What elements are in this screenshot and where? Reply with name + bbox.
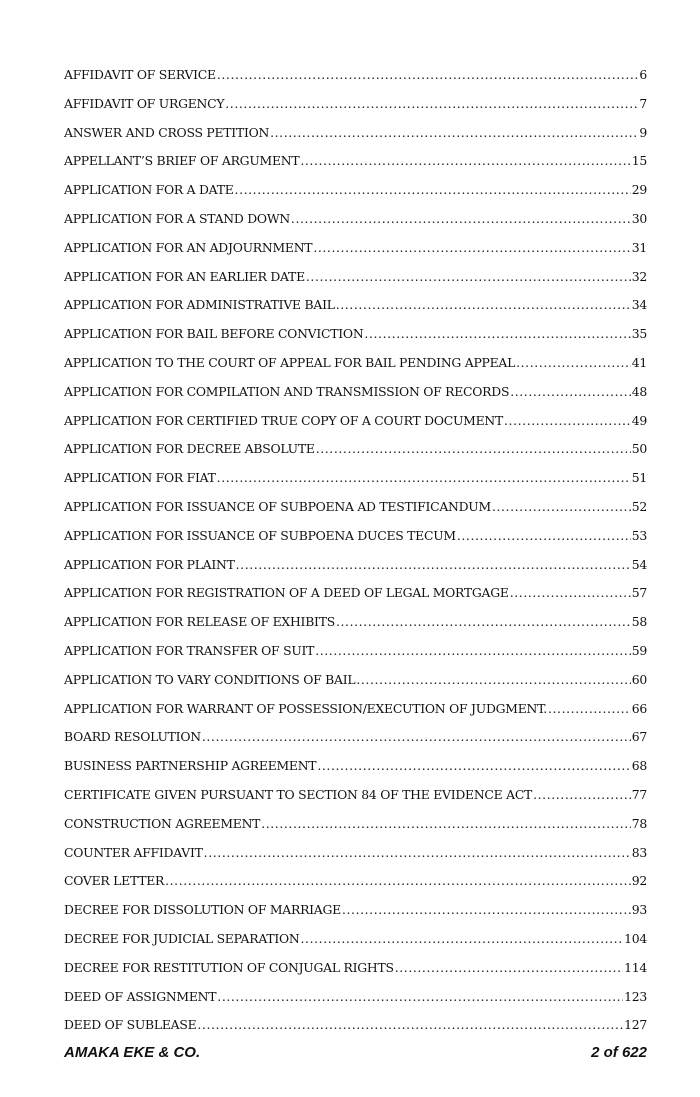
toc-entry[interactable] (64, 839, 647, 868)
toc-entry-page-number: 53 (631, 527, 647, 543)
toc-entry-page-number: 68 (631, 758, 647, 774)
toc-entry[interactable] (64, 723, 647, 752)
toc-entry[interactable] (64, 291, 647, 320)
toc-dot-leader (217, 464, 631, 493)
toc-entry[interactable] (64, 608, 647, 637)
toc-dot-leader (533, 781, 631, 810)
toc-entry-page-number: 29 (631, 182, 647, 198)
toc-entry[interactable] (64, 695, 647, 724)
toc-dot-leader (217, 983, 623, 1012)
toc-entry-page-number: 50 (631, 441, 647, 457)
toc-entry-page-number: 114 (624, 959, 647, 975)
toc-entry[interactable] (64, 781, 647, 810)
toc-entry-page-number: 66 (631, 700, 647, 716)
toc-dot-leader (313, 234, 630, 263)
toc-entry[interactable] (64, 349, 647, 378)
toc-entry-title: COUNTER AFFIDAVIT (64, 844, 203, 860)
toc-dot-leader (261, 810, 631, 839)
toc-entry-title: APPLICATION FOR A STAND DOWN (64, 210, 290, 226)
toc-dot-leader (301, 925, 624, 954)
toc-dot-leader (342, 896, 631, 925)
toc-entry-page-number: 35 (631, 326, 647, 342)
toc-entry-title: APPLICATION FOR REGISTRATION OF A DEED OF LEGAL MORTGAGE (64, 585, 509, 601)
toc-dot-leader (270, 119, 638, 148)
toc-entry[interactable] (64, 234, 647, 263)
toc-entry-title: APPLICATION FOR ADMINISTRATIVE BAIL (64, 297, 335, 313)
toc-dot-leader (516, 349, 631, 378)
toc-entry-page-number: 59 (631, 642, 647, 658)
toc-dot-leader (510, 378, 631, 407)
toc-dot-leader (336, 291, 631, 320)
toc-entry[interactable] (64, 90, 647, 119)
toc-entry[interactable] (64, 320, 647, 349)
toc-entry-title: APPLICATION TO VARY CONDITIONS OF BAIL (64, 671, 356, 687)
toc-dot-leader (225, 90, 638, 119)
toc-dot-leader (356, 666, 630, 695)
toc-entry-title: APPELLANT’S BRIEF OF ARGUMENT (64, 153, 300, 169)
toc-entry[interactable] (64, 263, 647, 292)
toc-dot-leader (395, 954, 623, 983)
toc-entry[interactable] (64, 176, 647, 205)
toc-dot-leader (235, 176, 631, 205)
toc-entry-page-number: 49 (631, 412, 647, 428)
toc-entry-page-number: 60 (631, 671, 647, 687)
toc-dot-leader (492, 493, 631, 522)
toc-entry[interactable] (64, 205, 647, 234)
toc-entry[interactable] (64, 983, 647, 1012)
toc-entry[interactable] (64, 867, 647, 896)
toc-entry-title: APPLICATION FOR WARRANT OF POSSESSION/EXECUTION OF JUDGMENT. (64, 700, 547, 716)
toc-entry[interactable] (64, 378, 647, 407)
toc-entry-title: CERTIFICATE GIVEN PURSUANT TO SECTION 84 OF THE EVIDENCE ACT (64, 786, 533, 802)
toc-entry-page-number: 7 (639, 95, 647, 111)
toc-entry-page-number: 48 (631, 383, 647, 399)
toc-entry-page-number: 51 (631, 470, 647, 486)
toc-entry-page-number: 58 (631, 614, 647, 630)
toc-dot-leader (336, 608, 631, 637)
toc-dot-leader (202, 723, 631, 752)
toc-entry-title: COVER LETTER (64, 873, 165, 889)
toc-entry-page-number: 52 (631, 498, 647, 514)
toc-entry-title: APPLICATION FOR RELEASE OF EXHIBITS (64, 614, 335, 630)
toc-entry-title: APPLICATION FOR AN EARLIER DATE (64, 268, 305, 284)
toc-entry-title: APPLICATION FOR COMPILATION AND TRANSMISSION OF RECORDS (64, 383, 510, 399)
toc-dot-leader (165, 867, 631, 896)
toc-entry-page-number: 93 (631, 902, 647, 918)
toc-entry-title: AFFIDAVIT OF URGENCY (64, 95, 225, 111)
toc-dot-leader (236, 551, 631, 580)
toc-dot-leader (316, 435, 631, 464)
toc-entry-title: DECREE FOR DISSOLUTION OF MARRIAGE (64, 902, 341, 918)
toc-dot-leader (306, 263, 631, 292)
toc-entry-page-number: 9 (639, 124, 647, 140)
toc-entry-page-number: 31 (631, 239, 647, 255)
toc-entry-page-number: 6 (639, 67, 647, 82)
toc-entry-page-number: 77 (631, 786, 647, 802)
toc-entry[interactable] (64, 954, 647, 983)
toc-dot-leader (217, 61, 639, 90)
toc-entry[interactable] (64, 119, 647, 148)
toc-entry-title: APPLICATION FOR TRANSFER OF SUIT (64, 642, 315, 658)
toc-entry-title: APPLICATION FOR FIAT (64, 470, 216, 486)
toc-entry-title: BUSINESS PARTNERSHIP AGREEMENT (64, 758, 317, 774)
toc-entry[interactable] (64, 579, 647, 608)
toc-dot-leader (457, 522, 631, 551)
toc-entry[interactable] (64, 637, 647, 666)
toc-dot-leader (197, 1011, 623, 1040)
toc-entry-page-number: 127 (624, 1017, 647, 1033)
toc-entry[interactable] (64, 407, 647, 436)
toc-entry-page-number: 54 (631, 556, 647, 572)
toc-dot-leader (317, 752, 630, 781)
toc-entry-page-number: 92 (631, 873, 647, 889)
toc-entry[interactable] (64, 810, 647, 839)
toc-dot-leader (510, 579, 631, 608)
toc-entry-title: DEED OF ASSIGNMENT (64, 988, 217, 1004)
toc-entry-page-number: 34 (631, 297, 647, 313)
toc-entry[interactable] (64, 752, 647, 781)
toc-dot-leader (315, 637, 631, 666)
toc-entry-title: CONSTRUCTION AGREEMENT (64, 815, 261, 831)
toc-entry-page-number: 78 (631, 815, 647, 831)
toc-entry[interactable] (64, 493, 647, 522)
toc-entry[interactable] (64, 896, 647, 925)
toc-dot-leader (364, 320, 630, 349)
toc-entry-page-number: 15 (631, 153, 647, 169)
toc-entry-page-number: 123 (624, 988, 647, 1004)
toc-entry-page-number: 57 (631, 585, 647, 601)
toc-entry[interactable] (64, 464, 647, 493)
toc-entry-page-number: 83 (631, 844, 647, 860)
footer-firm-name: AMAKA EKE & CO. (64, 1044, 201, 1061)
toc-entry-title: APPLICATION TO THE COURT OF APPEAL FOR BAIL PENDING APPEAL (64, 354, 516, 370)
toc-entry[interactable] (64, 61, 647, 90)
toc-entry[interactable] (64, 522, 647, 551)
footer-page-number: 2 of 622 (591, 1044, 647, 1061)
toc-dot-leader (504, 407, 631, 436)
toc-entry-title: APPLICATION FOR ISSUANCE OF SUBPOENA AD TESTIFICANDUM (64, 498, 491, 514)
toc-entry-title: APPLICATION FOR PLAINT (64, 556, 235, 572)
toc-entry-page-number: 30 (631, 210, 647, 226)
toc-entry-title: DEED OF SUBLEASE (64, 1017, 197, 1033)
toc-entry-title: AFFIDAVIT OF SERVICE (64, 67, 216, 82)
toc-entry-title: APPLICATION FOR A DATE (64, 182, 234, 198)
toc-dot-leader (204, 839, 631, 868)
toc-entry-page-number: 104 (624, 930, 647, 946)
toc-entry-page-number: 41 (631, 354, 647, 370)
toc-entry-title: DECREE FOR JUDICIAL SEPARATION (64, 930, 300, 946)
toc-dot-leader (291, 205, 631, 234)
toc-entry-title: APPLICATION FOR BAIL BEFORE CONVICTION (64, 326, 364, 342)
toc-entry[interactable] (64, 1011, 647, 1040)
table-of-contents (64, 61, 647, 1040)
toc-entry-title: DECREE FOR RESTITUTION OF CONJUGAL RIGHTS (64, 959, 394, 975)
toc-entry-page-number: 67 (631, 729, 647, 745)
toc-entry-page-number: 32 (631, 268, 647, 284)
toc-entry-title: APPLICATION FOR AN ADJOURNMENT (64, 239, 313, 255)
toc-entry-title: APPLICATION FOR DECREE ABSOLUTE (64, 441, 315, 457)
toc-dot-leader (548, 695, 631, 724)
toc-entry-title: BOARD RESOLUTION (64, 729, 201, 745)
toc-dot-leader (300, 147, 630, 176)
toc-entry[interactable] (64, 925, 647, 954)
toc-entry[interactable] (64, 147, 647, 176)
toc-entry-title: APPLICATION FOR CERTIFIED TRUE COPY OF A COURT DOCUMENT (64, 412, 504, 428)
toc-entry-title: APPLICATION FOR ISSUANCE OF SUBPOENA DUCES TECUM (64, 527, 456, 543)
toc-entry-title: ANSWER AND CROSS PETITION (64, 124, 270, 140)
toc-entry[interactable] (64, 666, 647, 695)
toc-entry[interactable] (64, 551, 647, 580)
page-footer (64, 1044, 647, 1061)
toc-entry[interactable] (64, 435, 647, 464)
